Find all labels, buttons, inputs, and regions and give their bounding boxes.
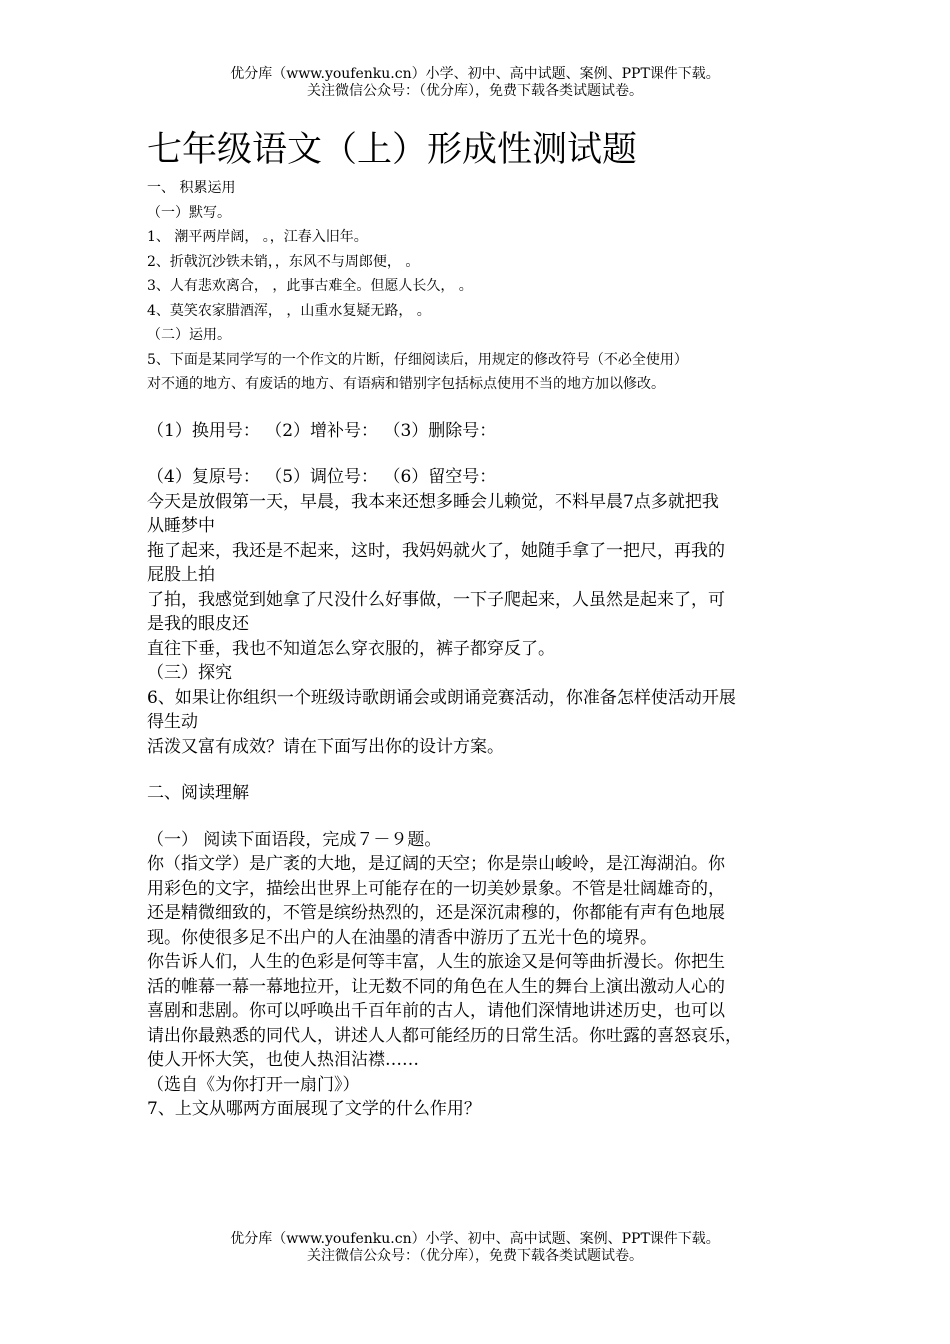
spacer: [147, 759, 817, 781]
passage-line: 今天是放假第一天，早晨，我本来还想多睡会儿赖觉，不料早晨7点多就把我: [147, 491, 719, 512]
spacer: [147, 806, 817, 828]
question-6-line: 6、如果让你组织一个班级诗歌朗诵会或朗诵竞赛活动，你准备怎样使活动开展: [147, 687, 736, 708]
question-3: 3、人有悲欢离合， ，此事古难全。但愿人长久， 。: [147, 278, 473, 294]
revision-marks-row-1: （1）换用号： （2）增补号： （3）删除号：: [147, 420, 497, 441]
question-6-line: 得生动: [147, 712, 198, 732]
passage-line: 直往下垂，我也不知道怎么穿衣服的，裤子都穿反了。: [147, 638, 555, 659]
footer-line-1: 优分库（www.youfenku.cn）小学、初中、高中试题、案例、PPT课件下载。: [230, 1231, 720, 1247]
passage-line: 屁股上拍: [147, 565, 215, 585]
question-6-line: 活泼又富有成效？请在下面写出你的设计方案。: [147, 736, 504, 757]
section-1-heading: 一、 积累运用: [147, 180, 236, 196]
page-header: [0, 66, 950, 100]
reading-passage-line: 还是精微细致的，不管是缤纷热烈的，还是深沉肃穆的，你都能有声有色地展: [147, 903, 725, 923]
spacer: [147, 443, 817, 465]
reading-instruction: （一） 阅读下面语段，完成７－９题。: [147, 829, 442, 850]
subsection-inquiry: （三）探究: [147, 663, 232, 683]
subsection-dictation: （一）默写。: [147, 204, 231, 221]
passage-line: 从睡梦中: [147, 516, 215, 536]
page-title: 七年级语文（上）形成性测试题: [147, 130, 638, 170]
reading-passage-line: 你告诉人们，人生的色彩是何等丰富，人生的旅途又是何等曲折漫长。你把生: [147, 952, 725, 972]
subsection-application: （二）运用。: [147, 327, 231, 343]
question-7: 7、上文从哪两方面展现了文学的什么作用？: [147, 1099, 481, 1119]
passage-line: 了拍，我感觉到她拿了尺没什么好事做，一下子爬起来，人虽然是起来了，可: [147, 589, 725, 610]
section-2-heading: 二、阅读理解: [147, 783, 249, 803]
page-footer: [0, 1231, 950, 1265]
header-line-2: 关注微信公众号：（优分库），免费下载各类试题试卷。: [307, 83, 643, 99]
question-4: 4、莫笑农家腊酒浑， ，山重水复疑无路， 。: [147, 302, 431, 319]
question-5-line-2: 对不通的地方、有废话的地方、有语病和错别字包括标点使用不当的地方加以修改。: [147, 376, 665, 392]
revision-marks-row-2: （4）复原号： （5）调位号： （6）留空号：: [147, 467, 497, 487]
reading-passage-line: 活的帷幕一幕一幕地拉开，让无数不同的角色在人生的舞台上演出激动人心的: [147, 976, 725, 997]
passage-line: 是我的眼皮还: [147, 614, 249, 634]
passage-line: 拖了起来，我还是不起来，这时，我妈妈就火了，她随手拿了一把尺，再我的: [147, 540, 725, 561]
reading-passage-line: 你（指文学）是广袤的大地，是辽阔的天空；你是崇山峻岭，是江海湖泊。你: [147, 854, 725, 874]
question-2: 2、折戟沉沙铁未销，，东风不与周郎便， 。: [147, 253, 420, 270]
spacer: [147, 397, 817, 419]
question-1: 1、 潮平两岸阔， 。，江春入旧年。: [147, 229, 368, 245]
header-line-1: 优分库（www.youfenku.cn）小学、初中、高中试题、案例、PPT课件下载。: [230, 66, 720, 82]
reading-passage-line: 使人开怀大笑，也使人热泪沾襟……: [147, 1050, 419, 1070]
reading-passage-line: 现。你使很多足不出户的人在油墨的清香中游历了五光十色的境界。: [147, 927, 657, 948]
reading-passage-line: 请出你最熟悉的同代人，讲述人人都可能经历的日常生活。你吐露的喜怒哀乐，: [147, 1025, 742, 1046]
question-5-line-1: 5、下面是某同学写的一个作文的片断，仔细阅读后，用规定的修改符号（不必全使用）: [147, 351, 688, 368]
reading-passage-line: 喜剧和悲剧。你可以呼唤出千百年前的古人，请他们深情地讲述历史，也可以: [147, 1001, 725, 1021]
footer-line-2: 关注微信公众号：（优分库），免费下载各类试题试卷。: [307, 1248, 643, 1264]
document-body: [147, 176, 817, 1122]
reading-passage-line: 用彩色的文字，描绘出世界上可能存在的一切美妙景象。不管是壮阔雄奇的，: [147, 878, 725, 899]
passage-source: （选自《为你打开一扇门》）: [147, 1074, 360, 1095]
